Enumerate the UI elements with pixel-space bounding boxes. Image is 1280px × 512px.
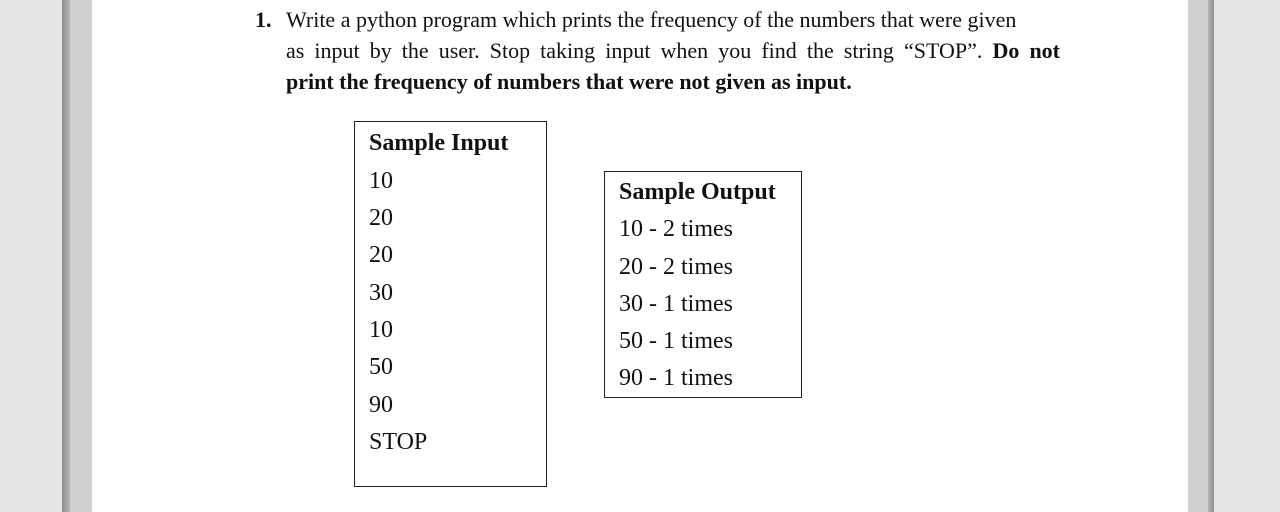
question-line-2-text: as input by the user. Stop taking input when you find the string “STOP”. bbox=[286, 38, 983, 63]
sample-output-line: 10 - 2 times bbox=[619, 216, 733, 242]
question-line-3-emphasis: print the frequency of numbers that were not given as input. bbox=[286, 69, 852, 94]
question-number: 1. bbox=[255, 7, 272, 32]
sample-input-line: STOP bbox=[369, 429, 428, 455]
question-line-2-emphasis: Do not bbox=[992, 38, 1061, 63]
sample-input-line: 20 bbox=[369, 242, 393, 268]
question-line-2 bbox=[286, 35, 1060, 66]
sample-output-line: 30 - 1 times bbox=[619, 291, 733, 317]
right-margin bbox=[1214, 0, 1280, 512]
sample-input-line: 10 bbox=[369, 317, 393, 343]
sample-input-box bbox=[354, 121, 547, 487]
sample-output-box bbox=[604, 171, 802, 398]
sample-input-title: Sample Input bbox=[369, 130, 509, 156]
left-margin bbox=[0, 0, 62, 512]
sample-input-line: 10 bbox=[369, 168, 393, 194]
sample-input-line: 30 bbox=[369, 280, 393, 306]
left-page-shadow bbox=[62, 0, 70, 512]
sample-input-line: 90 bbox=[369, 392, 393, 418]
sample-input-line: 50 bbox=[369, 354, 393, 380]
sample-input-line: 20 bbox=[369, 205, 393, 231]
right-page-edge bbox=[1188, 0, 1208, 512]
sample-output-line: 50 - 1 times bbox=[619, 328, 733, 354]
sample-output-line: 20 - 2 times bbox=[619, 254, 733, 280]
question-line-1: Write a python program which prints the frequency of the numbers that were given bbox=[286, 7, 1017, 32]
sample-output-title: Sample Output bbox=[619, 179, 776, 205]
sample-output-line: 90 - 1 times bbox=[619, 365, 733, 391]
left-page-edge bbox=[70, 0, 92, 512]
